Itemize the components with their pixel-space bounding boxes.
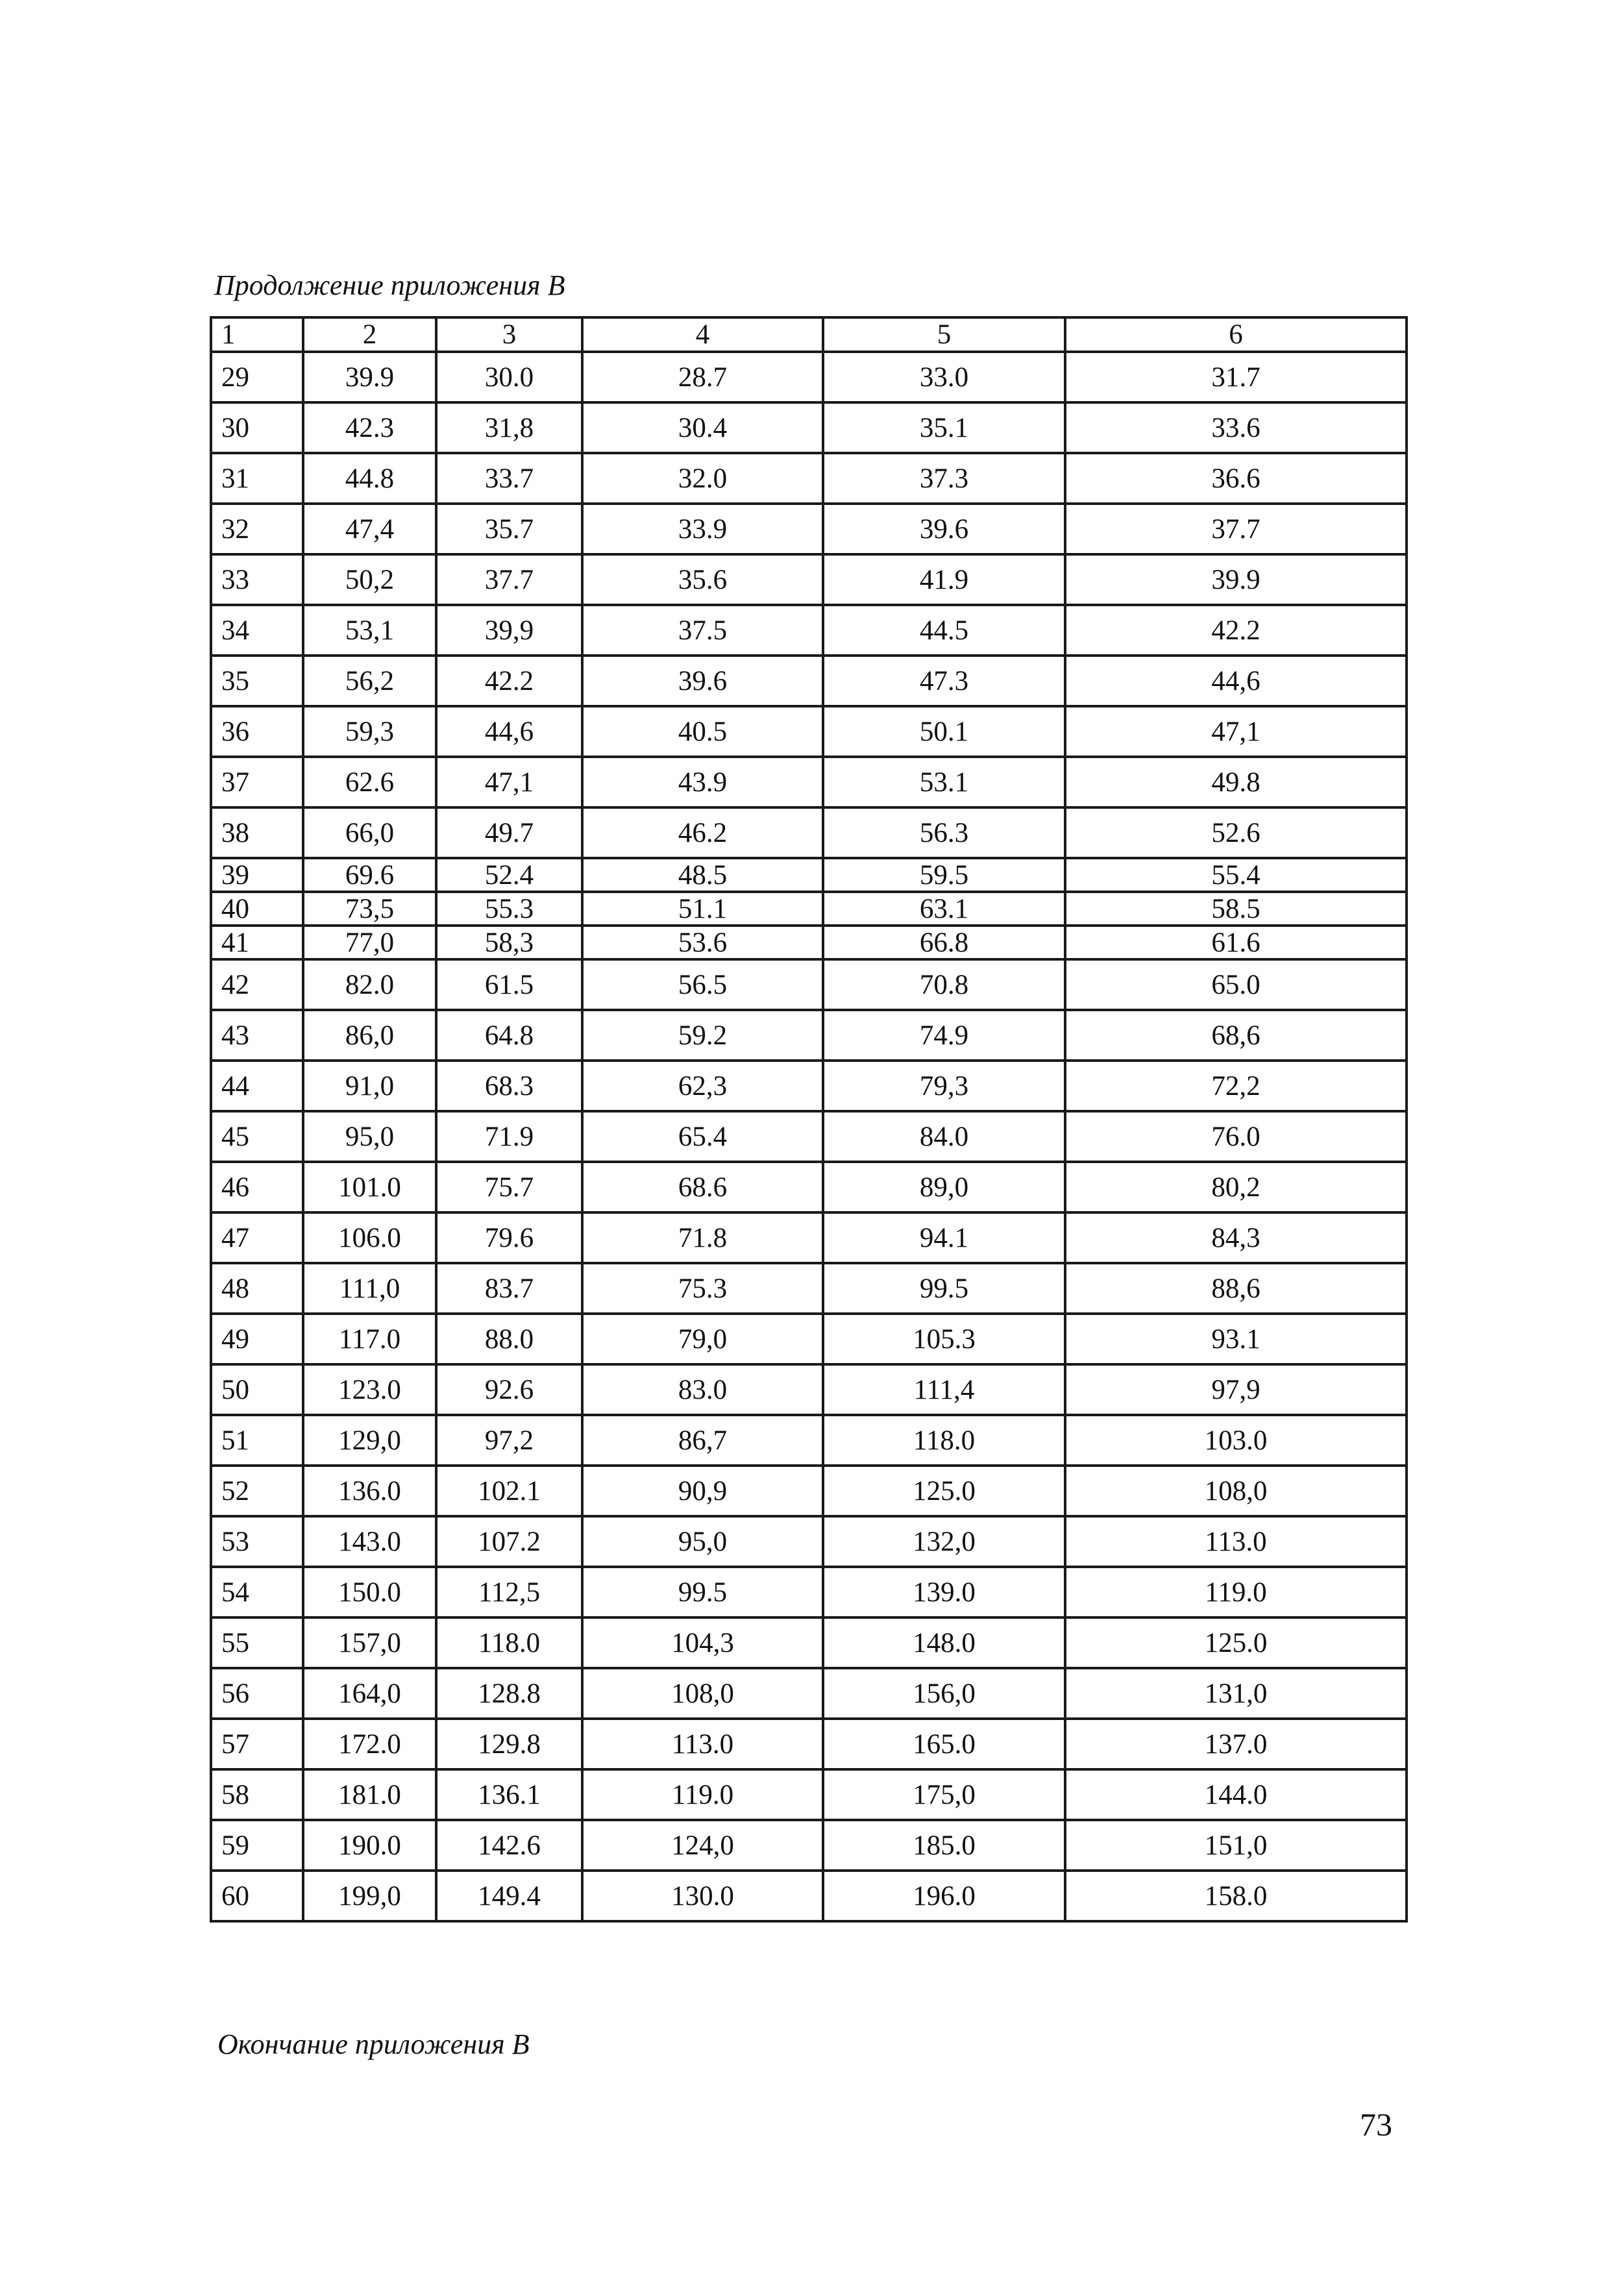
- table-cell: 130.0: [582, 1871, 823, 1921]
- table-cell: 137.0: [1065, 1719, 1407, 1769]
- table-cell: 105.3: [823, 1314, 1065, 1364]
- table-cell: 74.9: [823, 1010, 1065, 1061]
- table-cell: 31,8: [436, 402, 582, 453]
- table-cell: 111,0: [303, 1263, 436, 1314]
- table-row: [211, 959, 1407, 1010]
- table-cell: 51.1: [582, 892, 823, 926]
- table-cell: 37.3: [823, 453, 1065, 504]
- table-cell: 101.0: [303, 1162, 436, 1212]
- table-cell: 39,9: [436, 605, 582, 656]
- column-header: 2: [303, 317, 436, 352]
- table-cell: 71.8: [582, 1212, 823, 1263]
- table-cell: 55: [211, 1617, 303, 1668]
- table-row: [211, 352, 1407, 402]
- table-cell: 42.2: [436, 656, 582, 706]
- table-cell: 31: [211, 453, 303, 504]
- table-cell: 52.6: [1065, 807, 1407, 858]
- table-cell: 32.0: [582, 453, 823, 504]
- table-cell: 157,0: [303, 1617, 436, 1668]
- table-cell: 53.6: [582, 926, 823, 959]
- table-cell: 72,2: [1065, 1061, 1407, 1111]
- table-cell: 52.4: [436, 858, 582, 892]
- table-cell: 82.0: [303, 959, 436, 1010]
- table-cell: 46.2: [582, 807, 823, 858]
- table-cell: 61.6: [1065, 926, 1407, 959]
- table-cell: 68,6: [1065, 1010, 1407, 1061]
- table-cell: 56.3: [823, 807, 1065, 858]
- table-cell: 113.0: [582, 1719, 823, 1769]
- table-cell: 79,0: [582, 1314, 823, 1364]
- table-row: [211, 1516, 1407, 1567]
- table-row: [211, 1162, 1407, 1212]
- table-cell: 151,0: [1065, 1820, 1407, 1871]
- table-row: [211, 1871, 1407, 1921]
- table-cell: 129,0: [303, 1415, 436, 1466]
- column-header: 5: [823, 317, 1065, 352]
- table-cell: 97,9: [1065, 1364, 1407, 1415]
- table-cell: 39: [211, 858, 303, 892]
- table-cell: 90,9: [582, 1466, 823, 1516]
- table-cell: 43.9: [582, 757, 823, 807]
- table-cell: 88.0: [436, 1314, 582, 1364]
- table-cell: 125.0: [1065, 1617, 1407, 1668]
- table-row: [211, 1466, 1407, 1516]
- table-row: [211, 656, 1407, 706]
- table-cell: 50.1: [823, 706, 1065, 757]
- table-cell: 190.0: [303, 1820, 436, 1871]
- table-cell: 158.0: [1065, 1871, 1407, 1921]
- table-cell: 59,3: [303, 706, 436, 757]
- table-row: [211, 1769, 1407, 1820]
- table-cell: 164,0: [303, 1668, 436, 1719]
- table-cell: 111,4: [823, 1364, 1065, 1415]
- table-cell: 55.3: [436, 892, 582, 926]
- table-cell: 62,3: [582, 1061, 823, 1111]
- table-cell: 80,2: [1065, 1162, 1407, 1212]
- table-cell: 65.0: [1065, 959, 1407, 1010]
- table-cell: 37.7: [1065, 504, 1407, 554]
- table-row: [211, 892, 1407, 926]
- table-cell: 113.0: [1065, 1516, 1407, 1567]
- table-cell: 59.5: [823, 858, 1065, 892]
- table-cell: 36: [211, 706, 303, 757]
- table-cell: 35: [211, 656, 303, 706]
- table-cell: 35.7: [436, 504, 582, 554]
- table-cell: 47,4: [303, 504, 436, 554]
- table-cell: 112,5: [436, 1567, 582, 1617]
- table-row: [211, 1719, 1407, 1769]
- table-cell: 29: [211, 352, 303, 402]
- table-cell: 45: [211, 1111, 303, 1162]
- table-cell: 49.8: [1065, 757, 1407, 807]
- table-cell: 99.5: [823, 1263, 1065, 1314]
- table-cell: 39.9: [303, 352, 436, 402]
- table-row: [211, 1212, 1407, 1263]
- table-cell: 58: [211, 1769, 303, 1820]
- table-cell: 148.0: [823, 1617, 1065, 1668]
- table-cell: 40.5: [582, 706, 823, 757]
- table-cell: 33.9: [582, 504, 823, 554]
- table-cell: 93.1: [1065, 1314, 1407, 1364]
- table-cell: 40: [211, 892, 303, 926]
- table-cell: 86,7: [582, 1415, 823, 1466]
- table-row: [211, 605, 1407, 656]
- table-cell: 91,0: [303, 1061, 436, 1111]
- table-cell: 94.1: [823, 1212, 1065, 1263]
- column-header: 1: [211, 317, 303, 352]
- table-cell: 104,3: [582, 1617, 823, 1668]
- table-caption-continuation: Продолжение приложения В: [214, 269, 565, 301]
- table-cell: 108,0: [582, 1668, 823, 1719]
- table-cell: 32: [211, 504, 303, 554]
- table-cell: 65.4: [582, 1111, 823, 1162]
- table-cell: 117.0: [303, 1314, 436, 1364]
- table-cell: 48: [211, 1263, 303, 1314]
- table-cell: 102.1: [436, 1466, 582, 1516]
- table-row: [211, 1415, 1407, 1466]
- table-cell: 44,6: [1065, 656, 1407, 706]
- table-cell: 107.2: [436, 1516, 582, 1567]
- table-cell: 41.9: [823, 554, 1065, 605]
- table-cell: 144.0: [1065, 1769, 1407, 1820]
- table-cell: 63.1: [823, 892, 1065, 926]
- table-cell: 60: [211, 1871, 303, 1921]
- table-cell: 49: [211, 1314, 303, 1364]
- table-cell: 53.1: [823, 757, 1065, 807]
- table-row: [211, 1061, 1407, 1111]
- table-cell: 139.0: [823, 1567, 1065, 1617]
- table-cell: 37.7: [436, 554, 582, 605]
- table-cell: 42.3: [303, 402, 436, 453]
- table-cell: 75.7: [436, 1162, 582, 1212]
- table-cell: 73,5: [303, 892, 436, 926]
- table-cell: 149.4: [436, 1871, 582, 1921]
- table-cell: 53: [211, 1516, 303, 1567]
- table-cell: 128.8: [436, 1668, 582, 1719]
- table-cell: 77,0: [303, 926, 436, 959]
- column-header: 3: [436, 317, 582, 352]
- table-cell: 150.0: [303, 1567, 436, 1617]
- table-row: [211, 554, 1407, 605]
- table-cell: 84,3: [1065, 1212, 1407, 1263]
- table-row: [211, 1111, 1407, 1162]
- table-cell: 33.6: [1065, 402, 1407, 453]
- table-cell: 136.1: [436, 1769, 582, 1820]
- table-cell: 83.0: [582, 1364, 823, 1415]
- table-cell: 95,0: [582, 1516, 823, 1567]
- table-cell: 129.8: [436, 1719, 582, 1769]
- table-cell: 47,1: [436, 757, 582, 807]
- table-cell: 181.0: [303, 1769, 436, 1820]
- table-header-row: [211, 317, 1407, 352]
- table-cell: 28.7: [582, 352, 823, 402]
- table-cell: 106.0: [303, 1212, 436, 1263]
- table-cell: 56: [211, 1668, 303, 1719]
- table-row: [211, 1668, 1407, 1719]
- table-cell: 131,0: [1065, 1668, 1407, 1719]
- table-cell: 59.2: [582, 1010, 823, 1061]
- table-row: [211, 757, 1407, 807]
- table-cell: 185.0: [823, 1820, 1065, 1871]
- table-cell: 172.0: [303, 1719, 436, 1769]
- table-cell: 196.0: [823, 1871, 1065, 1921]
- table-cell: 34: [211, 605, 303, 656]
- table-cell: 33.7: [436, 453, 582, 504]
- table-cell: 70.8: [823, 959, 1065, 1010]
- table-cell: 64.8: [436, 1010, 582, 1061]
- table-cell: 71.9: [436, 1111, 582, 1162]
- table-cell: 54: [211, 1567, 303, 1617]
- table-cell: 57: [211, 1719, 303, 1769]
- table-cell: 75.3: [582, 1263, 823, 1314]
- table-cell: 124,0: [582, 1820, 823, 1871]
- table-cell: 95,0: [303, 1111, 436, 1162]
- table-cell: 156,0: [823, 1668, 1065, 1719]
- table-cell: 39.6: [582, 656, 823, 706]
- table-cell: 52: [211, 1466, 303, 1516]
- table-cell: 39.6: [823, 504, 1065, 554]
- table-caption-ending: Окончание приложения В: [217, 2028, 530, 2060]
- page-number: 73: [1360, 2106, 1392, 2143]
- table-cell: 58.5: [1065, 892, 1407, 926]
- table-cell: 58,3: [436, 926, 582, 959]
- table-row: [211, 858, 1407, 892]
- table-cell: 99.5: [582, 1567, 823, 1617]
- table-row: [211, 1567, 1407, 1617]
- table-cell: 35.1: [823, 402, 1065, 453]
- table-cell: 108,0: [1065, 1466, 1407, 1516]
- table-cell: 86,0: [303, 1010, 436, 1061]
- table-cell: 132,0: [823, 1516, 1065, 1567]
- table-cell: 30.4: [582, 402, 823, 453]
- table-cell: 88,6: [1065, 1263, 1407, 1314]
- table-cell: 125.0: [823, 1466, 1065, 1516]
- table-cell: 50,2: [303, 554, 436, 605]
- table-cell: 118.0: [823, 1415, 1065, 1466]
- table-cell: 47.3: [823, 656, 1065, 706]
- table-cell: 79.6: [436, 1212, 582, 1263]
- table-cell: 36.6: [1065, 453, 1407, 504]
- table-cell: 44: [211, 1061, 303, 1111]
- table-cell: 119.0: [1065, 1567, 1407, 1617]
- table-cell: 44.5: [823, 605, 1065, 656]
- table-cell: 123.0: [303, 1364, 436, 1415]
- table-cell: 35.6: [582, 554, 823, 605]
- table-cell: 175,0: [823, 1769, 1065, 1820]
- table-cell: 142.6: [436, 1820, 582, 1871]
- table-row: [211, 1364, 1407, 1415]
- table-row: [211, 706, 1407, 757]
- table-cell: 38: [211, 807, 303, 858]
- table-cell: 42.2: [1065, 605, 1407, 656]
- table-row: [211, 402, 1407, 453]
- table-cell: 56,2: [303, 656, 436, 706]
- table-cell: 51: [211, 1415, 303, 1466]
- table-cell: 37.5: [582, 605, 823, 656]
- table-cell: 165.0: [823, 1719, 1065, 1769]
- table-cell: 59: [211, 1820, 303, 1871]
- table-cell: 48.5: [582, 858, 823, 892]
- table-cell: 83.7: [436, 1263, 582, 1314]
- table-cell: 47,1: [1065, 706, 1407, 757]
- table-cell: 37: [211, 757, 303, 807]
- table-cell: 42: [211, 959, 303, 1010]
- table-cell: 33: [211, 554, 303, 605]
- table-cell: 44,6: [436, 706, 582, 757]
- table-row: [211, 1263, 1407, 1314]
- table-cell: 136.0: [303, 1466, 436, 1516]
- table-cell: 39.9: [1065, 554, 1407, 605]
- table-row: [211, 1820, 1407, 1871]
- table-cell: 89,0: [823, 1162, 1065, 1212]
- table-cell: 97,2: [436, 1415, 582, 1466]
- table-row: [211, 807, 1407, 858]
- table-row: [211, 1617, 1407, 1668]
- table-row: [211, 453, 1407, 504]
- table-cell: 68.6: [582, 1162, 823, 1212]
- table-cell: 199,0: [303, 1871, 436, 1921]
- table-cell: 43: [211, 1010, 303, 1061]
- table-cell: 76.0: [1065, 1111, 1407, 1162]
- table-cell: 53,1: [303, 605, 436, 656]
- table-cell: 46: [211, 1162, 303, 1212]
- table-cell: 55.4: [1065, 858, 1407, 892]
- table-cell: 66,0: [303, 807, 436, 858]
- table-row: [211, 1314, 1407, 1364]
- table-cell: 56.5: [582, 959, 823, 1010]
- table-cell: 119.0: [582, 1769, 823, 1820]
- table-cell: 30.0: [436, 352, 582, 402]
- table-cell: 79,3: [823, 1061, 1065, 1111]
- table-cell: 118.0: [436, 1617, 582, 1668]
- table-cell: 49.7: [436, 807, 582, 858]
- table-cell: 30: [211, 402, 303, 453]
- table-cell: 33.0: [823, 352, 1065, 402]
- table-row: [211, 926, 1407, 959]
- table-cell: 68.3: [436, 1061, 582, 1111]
- table-cell: 47: [211, 1212, 303, 1263]
- data-table: [210, 316, 1408, 1923]
- table-cell: 31.7: [1065, 352, 1407, 402]
- table-row: [211, 504, 1407, 554]
- table-row: [211, 1010, 1407, 1061]
- table-cell: 84.0: [823, 1111, 1065, 1162]
- table-cell: 44.8: [303, 453, 436, 504]
- table-cell: 50: [211, 1364, 303, 1415]
- table-cell: 66.8: [823, 926, 1065, 959]
- table-cell: 69.6: [303, 858, 436, 892]
- table-cell: 41: [211, 926, 303, 959]
- table-cell: 103.0: [1065, 1415, 1407, 1466]
- table-cell: 62.6: [303, 757, 436, 807]
- table-cell: 92.6: [436, 1364, 582, 1415]
- table-cell: 143.0: [303, 1516, 436, 1567]
- table-cell: 61.5: [436, 959, 582, 1010]
- column-header: 4: [582, 317, 823, 352]
- column-header: 6: [1065, 317, 1407, 352]
